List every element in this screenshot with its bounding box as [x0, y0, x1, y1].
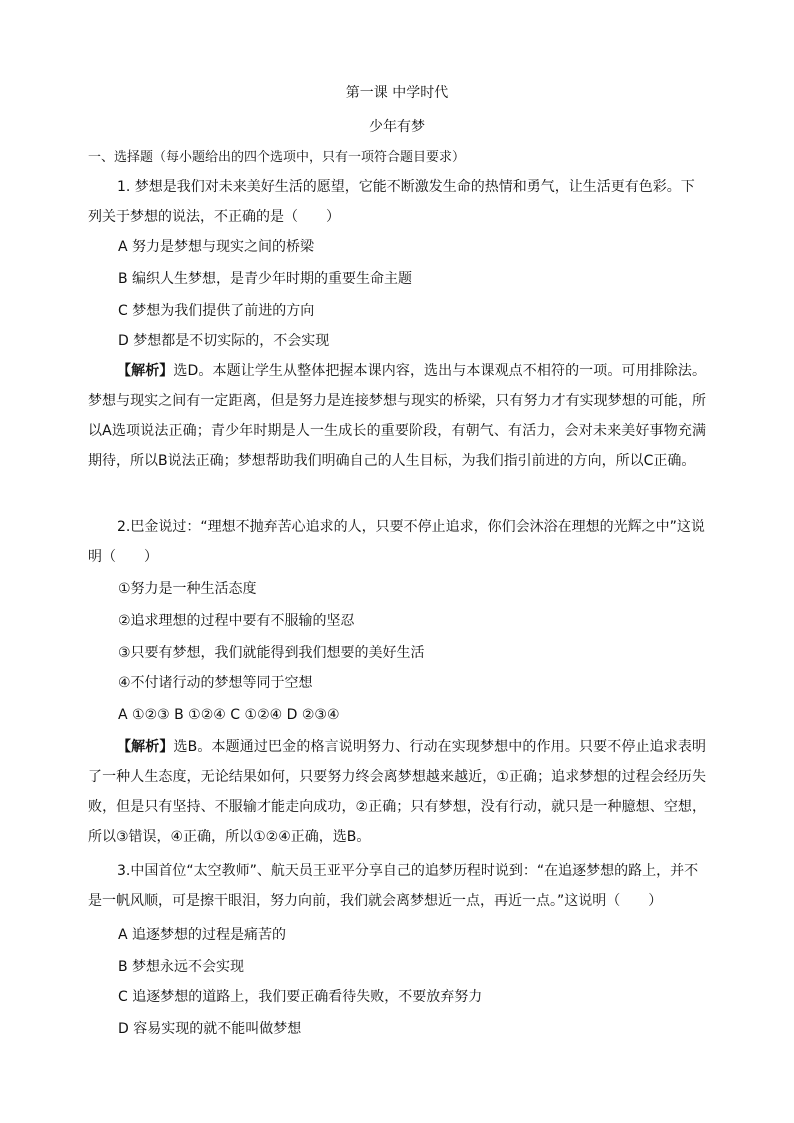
lesson-title: 第一课 中学时代	[345, 85, 449, 101]
question-1-option-a: A 努力是梦想与现实之间的桥梁	[118, 239, 315, 255]
question-1-analysis	[88, 356, 706, 476]
question-1-option-b: B 编织人生梦想，是青少年时期的重要生命主题	[118, 271, 413, 287]
analysis-tag: 【解析】	[117, 363, 174, 379]
question-2-stem: 2.巴金说过：“理想不抛弃苦心追求的人，只要不停止追求，你们会沐浴在理想的光辉之中”这说明（ ）	[88, 519, 705, 565]
question-3-option-a: A 追逐梦想的过程是痛苦的	[118, 927, 287, 943]
question-2-analysis	[88, 732, 706, 852]
question-1-option-d: D 梦想都是不切实际的，不会实现	[118, 333, 330, 349]
question-2-statement-1: ①努力是一种生活态度	[118, 581, 257, 597]
question-2-statement-4: ④不付诸行动的梦想等同于空想	[118, 675, 313, 691]
question-2-statement-2: ②追求理想的过程中要有不服输的坚忍	[118, 613, 355, 629]
question-3-stem: 3.中国首位“太空教师”、航天员王亚平分享自己的追梦历程时说到：“在追逐梦想的路上，并不是一帆风顺，可是擦干眼泪，努力向前，我们就会离梦想近一点，再近一点。”这说明（ ）	[88, 863, 699, 909]
question-1-option-c: C 梦想为我们提供了前进的方向	[118, 303, 315, 319]
question-2-choices: A ①②③ B ①②④ C ①②④ D ②③④	[118, 707, 340, 723]
analysis-text: 选B。本题通过巴金的格言说明努力、行动在实现梦想中的作用。只要不停止追求表明了一种人生态度，无论结果如何，只要努力终会离梦想越来越近，①正确；追求梦想的过程会经历失败，但是只有坚持、不服输才能走向成功，②正确；只有梦想，没有行动，就只是一种臆想、空想，所以③错误，④正确，所以①②④正确，选B。	[88, 739, 706, 845]
question-3-option-c: C 追逐梦想的道路上，我们要正确看待失败，不要放弃努力	[118, 989, 483, 1005]
analysis-text: 选D。本题让学生从整体把握本课内容，选出与本课观点不相符的一项。可用排除法。梦想与现实之间有一定距离，但是努力是连接梦想与现实的桥梁，只有努力才有实现梦想的可能，所以A选项说法正确；青少年时期是人一生成长的重要阶段，有朝气、有活力，会对未来美好事物充满期待，所以B说法正确；梦想帮助我们明确自己的人生目标，为我们指引前进的方向，所以C正确。	[88, 363, 707, 469]
question-2-statement-3: ③只要有梦想，我们就能得到我们想要的美好生活	[118, 645, 425, 661]
analysis-tag: 【解析】	[117, 739, 174, 755]
section-heading: 一、选择题（每小题给出的四个选项中，只有一项符合题目要求）	[88, 150, 466, 165]
question-3-option-b: B 梦想永远不会实现	[118, 959, 245, 975]
lesson-subtitle: 少年有梦	[369, 119, 425, 135]
question-1-stem: 1. 梦想是我们对未来美好生活的愿望，它能不断激发生命的热情和勇气，让生活更有色彩。下列关于梦想的说法，不正确的是（ ）	[88, 179, 695, 225]
question-3-option-d: D 容易实现的就不能叫做梦想	[118, 1021, 302, 1037]
